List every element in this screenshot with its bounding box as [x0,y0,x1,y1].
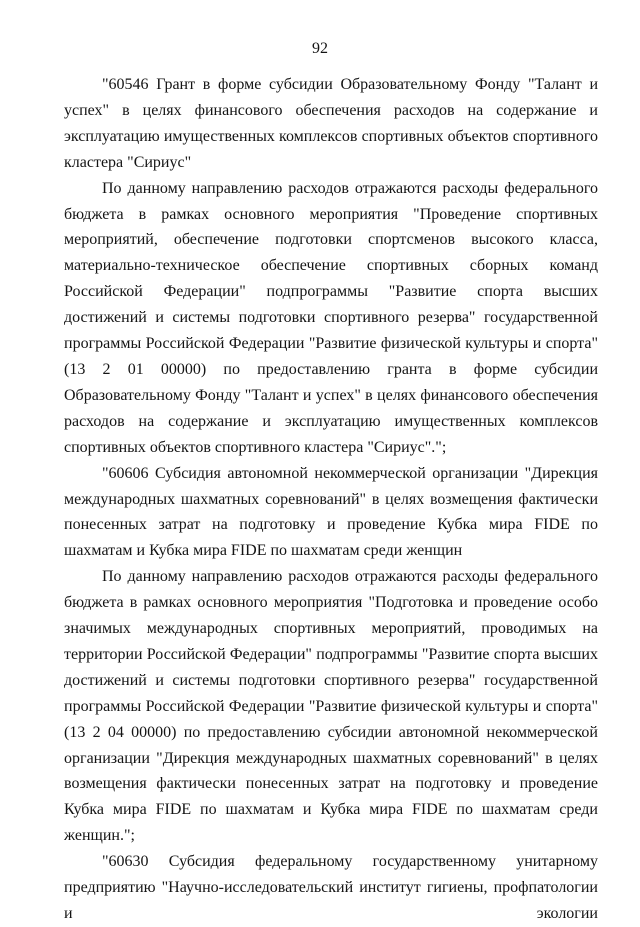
paragraph-subsidy-60630-heading: "60630 Субсидия федеральному государственному унитарному предприятию "Научно-исследовательский институт гигиены, профпатологии и экологии [64,853,598,922]
paragraph-subsidy-60606-description: По данному направлению расходов отражаются расходы федерального бюджета в рамках основного мероприятия "Подготовка и проведение особо значимых международных спортивных мероприятий, проводимых на территории Российской Федерации" подпрограммы "Развитие спорта высших достижений и системы подготовки спортивного резерва" государственной программы Российской Федерации "Развитие физической культуры и спорта" (13 2 04 00000) по предоставлению субсидии автономной некоммерческой организации "Дирекция международных шахматных соревнований" в целях возмещения фактически понесенных затрат на подготовку и проведение Кубка мира FIDE по шахматам и Кубка мира FIDE по шахматам среди женщин."; [64,568,598,845]
paragraph-subsidy-60606-heading: "60606 Субсидия автономной некоммерческой организации "Дирекция международных шахматных соревнований" в целях возмещения фактически понесенных затрат на подготовку и проведение Кубка мира FIDE по шахматам и Кубка мира FIDE по шахматам среди женщин [64,464,598,560]
paragraph-grant-60546-description: По данному направлению расходов отражаются расходы федерального бюджета в рамках основного мероприятия "Проведение спортивных мероприятий, обеспечение подготовки спортсменов высокого класса, материально-техническое обеспечение спортивных сборных команд Российской Федерации" подпрограммы "Развитие спорта высших достижений и системы подготовки спортивного резерва" государственной программы Российской Федерации "Развитие физической культуры и спорта" (13 2 01 00000) по предоставлению гранта в форме субсидии Образовательному Фонду "Талант и успех" в целях финансового обеспечения расходов на содержание и эксплуатацию имущественных комплексов спортивных объектов спортивного кластера "Сириус"."; [64,179,598,456]
document-body [64,72,598,927]
page-number: 92 [312,40,328,57]
paragraph-grant-60546-heading: "60546 Грант в форме субсидии Образовательному Фонду "Талант и успех" в целях финансового обеспечения расходов на содержание и эксплуатацию имущественных комплексов спортивных объектов спортивного кластера "Сириус" [64,76,598,171]
